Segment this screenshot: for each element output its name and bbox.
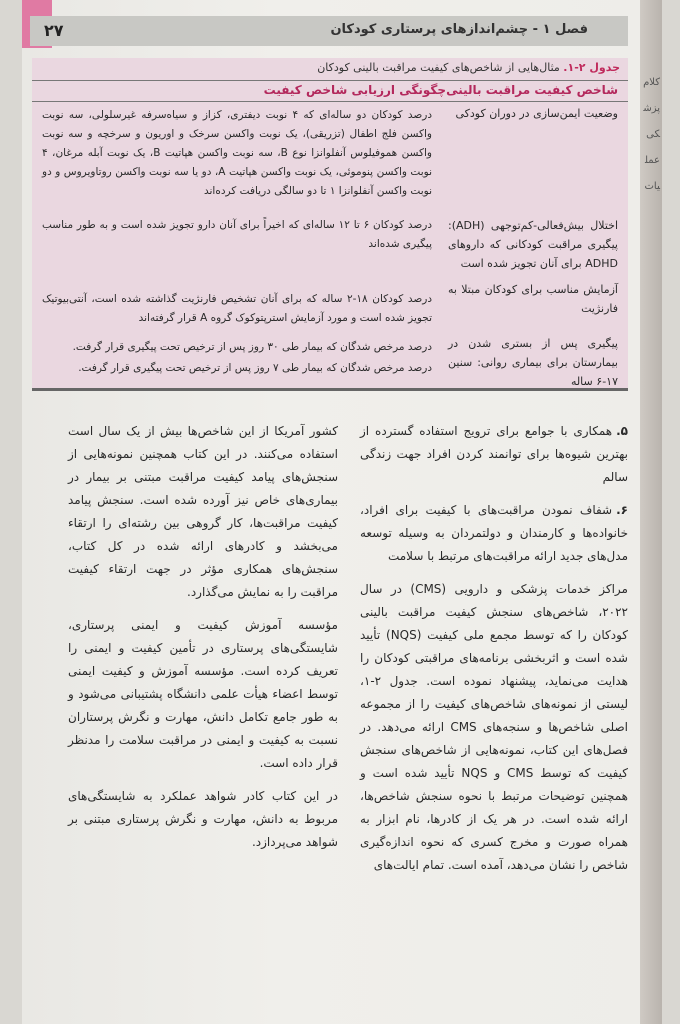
table-cell-indicator: وضعیت ایمن‌سازی در دوران کودکی: [455, 107, 618, 120]
table-cell-indicator: پیگیری پس از بستری شدن در بیمارستان برای بیماری روانی: سنین ۱۷-۶ ساله: [448, 337, 618, 388]
chapter-title: فصل ۱ - چشم‌اندازهای پرستاری کودکان: [330, 22, 588, 37]
table-header-row: [32, 80, 628, 102]
table-cell-indicator: آزمایش مناسب برای کودکان مبتلا به فارنژیت: [448, 283, 618, 315]
table-caption-text: مثال‌هایی از شاخص‌های کیفیت مراقبت بالینی کودکان: [317, 61, 560, 74]
table-cell-measure: درصد مرخص شدگان که بیمار طی ۳۰ روز پس از ترخیص تحت پیگیری قرار گرفت.: [72, 341, 432, 353]
page-header: [30, 16, 628, 46]
page-number: ۲۷: [44, 21, 64, 40]
adjacent-page-text: کلام پزشکی عملیات: [643, 77, 660, 192]
body-paragraph: مراکز خدمات پزشکی و دارویی (CMS) در سال ۲۰۲۲، شاخص‌های سنجش کیفیت مراقبت بالینی کودکان را که توسط مجمع ملی کیفیت (NQS) تأیید شده است و اثربخشی برنامه‌های مراقبتی کودکان را هدایت می‌نماید، پیشنهاد نموده است. جدول ۲-۱، لیستی از نمونه‌های شاخص‌های کیفیت را از مجموعه اصلی شاخص‌ها و سنجه‌های CMS ارائه می‌دهد. در فصل‌های این کتاب، نمونه‌هایی از شاخص‌های سنجش کیفیت که توسط CMS و NQS تأیید شده است و همچنین توضیحات مرتبط با نحوه سنجش شاخص‌ها، ارائه شده است. در هر یک از کادرها، نام ابزار به همراه صورت و مخرج کسری که نحوه اندازه‌گیری شاخص را نشان می‌دهد، آمده است. تمام ایالت‌های: [360, 582, 628, 872]
adjacent-page-edge: [640, 0, 662, 1024]
table-cell-measure: درصد کودکان ۱۸-۲ ساله که برای آنان تشخیص فارنژیت گذاشته شده است، آنتی‌بیوتیک تجویز شده است و مورد آزمایش استرپتوکوک گروه A قرار گرفته‌اند: [42, 293, 432, 324]
body-paragraph: کشور آمریکا از این شاخص‌ها بیش از یک سال است استفاده می‌کنند. در این کتاب همچنین نمونه‌هایی از سنجش‌های پیامد کیفیت مراقبت مبتنی بر بیمار در بیماری‌های خاص نیز آورده شده است. سنجش پیامد کیفیت مراقبت‌ها، کار گروهی بین رشته‌ای را ارتقاء می‌بخشد و کادرهای ارائه شده در کل کتاب، سنجش‌های همکاری مؤثر در جهت ارتقاء کیفیت مراقبت را به نمایش می‌گذارد.: [68, 424, 338, 599]
quality-indicators-table: [32, 58, 628, 391]
body-paragraph: در این کتاب کادر شواهد عملکرد به شایستگی‌های مربوط به دانش، مهارت و نگرش پرستاری مبتنی بر شواهد می‌پردازد.: [68, 789, 338, 849]
book-page: [22, 0, 662, 1024]
column-header-measure: چگونگی ارزیابی شاخص کیفیت: [263, 83, 446, 97]
table-cell-measure: درصد کودکان دو ساله‌ای که ۴ نوبت دیفتری، کزاز و سیاه‌سرفه غیرسلولی، سه نوبت واکسن فلج اطفال (تزریقی)، یک نوبت واکسن سرخک و اوریون و سرخچه و سه نوبت واکسن هموفیلوس آنفلوانزا نوع B، سه نوبت واکسن هپاتیت B، یک نوبت آبله مرغان، ۴ نوبت واکسن پنوموئی، یک نوبت واکسن هپاتیت A، دو یا سه نوبت واکسن روتاویروس و دو نوبت واکسن آنفلوانزا ۱ تا دو سالگی دریافت کرده‌اند: [42, 109, 432, 197]
table-cell-measure: درصد مرخص شدگان که بیمار طی ۷ روز پس از ترخیص تحت پیگیری قرار گرفت.: [78, 362, 432, 374]
right-text-column: [360, 420, 628, 872]
table-cell-measure: درصد کودکان ۶ تا ۱۲ ساله‌ای که اخیراً برای آنان دارو تجویز شده است و به طور مناسب پیگیری شده‌اند: [42, 219, 432, 250]
column-header-indicator: شاخص کیفیت مراقبت بالینی: [446, 83, 618, 97]
table-cell-indicator: اختلال بیش‌فعالی-کم‌توجهی (ADH): پیگیری مراقبت کودکانی که داروهای ADHD برای آنان تجویز شده است: [448, 219, 618, 270]
list-item: ۵.همکاری با جوامع برای ترویج استفاده گسترده از بهترین شیوه‌ها برای توانمند کردن افراد جهت زندگی سالم: [360, 424, 628, 484]
table-caption: [317, 61, 620, 74]
table-caption-number: جدول ۲-۱.: [563, 61, 620, 74]
list-item: ۶.شفاف نمودن مراقبت‌های با کیفیت برای افراد، خانواده‌ها و کارمندان و دولتمردان به وسیله توسعه مدل‌های جدید ارائه مراقبت‌های مرتبط با سلامت: [360, 503, 628, 563]
left-text-column: [68, 420, 338, 850]
body-paragraph: مؤسسه آموزش کیفیت و ایمنی پرستاری، شایستگی‌های پرستاری در تأمین کیفیت و ایمنی را تعریف کرده است. مؤسسه آموزش و کیفیت ایمنی توسط اعضاء هیأت علمی دانشگاه پشتیبانی می‌شود و به طور جامع تکامل دانش، مهارت و نگرش پرستاران نسبت به کیفیت و ایمنی در مراقبت سلامت را مدنظر قرار داده است.: [68, 618, 338, 770]
